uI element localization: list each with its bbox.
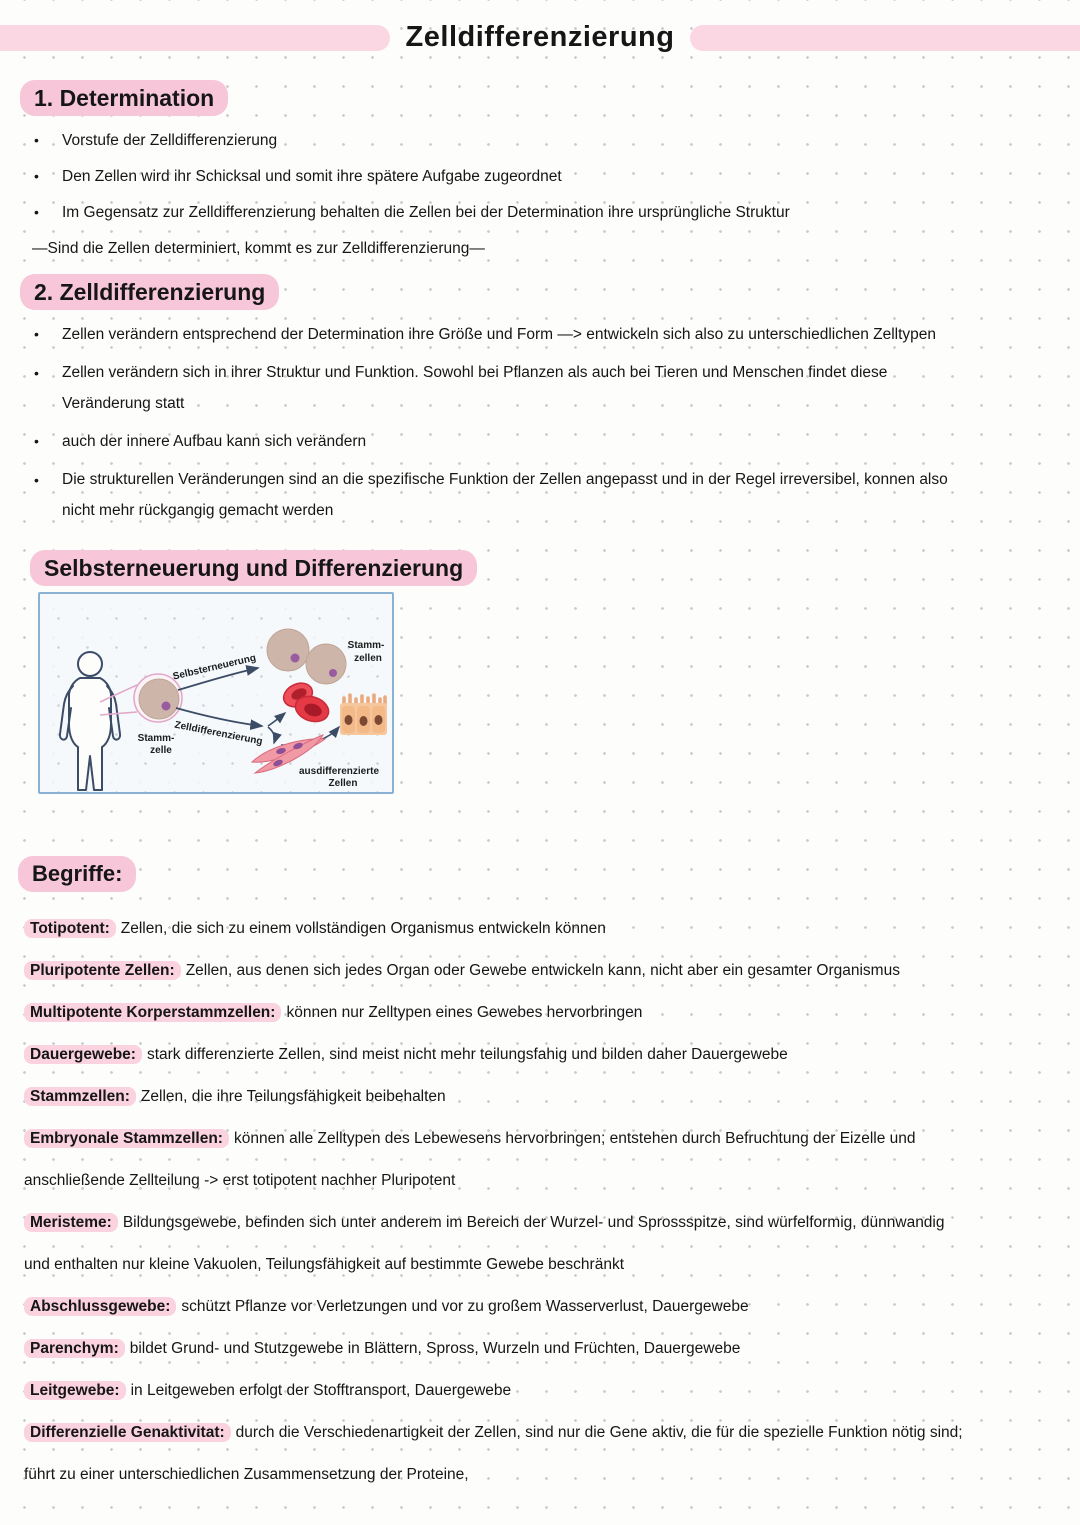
definition-row — [24, 950, 1080, 992]
bullet-item — [0, 464, 1080, 526]
bullet-marker: • — [34, 132, 39, 148]
definition-term: Leitgewebe: — [24, 1381, 126, 1400]
stem-cell-diagram-svg — [40, 594, 392, 792]
bullet-text: Vorstufe der Zelldifferenzierung — [62, 132, 278, 149]
epithelial-cells — [340, 695, 387, 735]
definition-text: in Leitgeweben erfolgt der Stofftransport, Dauergewebe — [130, 1382, 512, 1399]
definition-row — [24, 1076, 1080, 1118]
definition-term: Differenzielle Genaktivitat: — [24, 1423, 231, 1442]
section-determination-heading-wrap — [20, 80, 1080, 116]
bullet-text: Den Zellen wird ihr Schicksal und somit ihre spätere Aufgabe zugeordnet — [62, 168, 562, 185]
stem-cell-label-line1: Stamm- — [137, 733, 175, 744]
bullet-text: auch der innere Aufbau kann sich verändern — [62, 433, 367, 450]
definition-text: Zellen, aus denen sich jedes Organ oder Gewebe entwickeln kann, nicht aber ein gesamter Organismus — [185, 962, 900, 979]
definition-row — [24, 1412, 1080, 1454]
definition-term: Stammzellen: — [24, 1087, 136, 1106]
differentiation-label: Zelldifferenzierung — [173, 719, 264, 748]
bullet-text-continuation: Veränderung statt — [62, 395, 185, 412]
bullet-text: Die strukturellen Veränderungen sind an die spezifische Funktion der Zellen angepasst und in der Regel irreversibel, konnen also — [62, 471, 948, 488]
definition-continuation — [24, 1244, 1080, 1286]
human-figure — [60, 652, 120, 790]
stem-cells-label-line2: zellen — [354, 653, 382, 664]
section-determination-bullets — [0, 124, 1080, 229]
bullet-text: Im Gegensatz zur Zelldifferenzierung behalten die Zellen bei der Determination ihre ursprüngliche Struktur — [62, 204, 790, 221]
stem-cells-pair — [267, 629, 346, 684]
definition-row — [24, 908, 1080, 950]
definition-text: anschließende Zellteilung -> erst totipotent nachher Pluripotent — [24, 1172, 456, 1189]
definition-term: Embryonale Stammzellen: — [24, 1129, 229, 1148]
bullet-item — [0, 160, 1080, 193]
bullet-text: Zellen verändern entsprechend der Determination ihre Größe und Form —> entwickeln sich also zu unterschiedlichen Zelltypen — [62, 326, 937, 343]
definition-text: und enthalten nur kleine Vakuolen, Teilungsfähigkeit auf bestimmte Gewebe beschränkt — [24, 1256, 624, 1273]
differentiated-cells-label-line1: ausdifferenzierte — [298, 766, 380, 777]
title-decor-bar-right — [690, 25, 1080, 51]
definition-term: Meristeme: — [24, 1213, 118, 1232]
definition-term: Pluripotente Zellen: — [24, 961, 181, 980]
definition-row — [24, 1328, 1080, 1370]
bullet-marker: • — [34, 168, 39, 184]
definition-continuation — [24, 1160, 1080, 1202]
definition-text: Zellen, die ihre Teilungsfähigkeit beibehalten — [140, 1088, 446, 1105]
definitions-list — [24, 908, 1080, 1496]
bullet-marker: • — [34, 204, 39, 220]
determination-note: —Sind die Zellen determiniert, kommt es zur Zelldifferenzierung— — [32, 240, 485, 257]
definition-text: durch die Verschiedenartigkeit der Zellen, sind nur die Gene aktiv, die für die spezielle Funktion nötig sind; — [235, 1424, 963, 1441]
stem-cell-label-line2: zelle — [150, 745, 172, 756]
stem-cell-diagram — [38, 592, 394, 794]
bullet-marker: • — [34, 433, 39, 449]
bullet-item — [0, 357, 1080, 419]
bullet-item — [0, 318, 1080, 351]
section-begriffe-heading: Begriffe: — [18, 856, 136, 892]
definition-text: Zellen, die sich zu einem vollständigen Organismus entwickeln können — [120, 920, 606, 937]
definition-term: Parenchym: — [24, 1339, 125, 1358]
section-zelldifferenzierung-heading: 2. Zelldifferenzierung — [20, 274, 279, 310]
section-zelldifferenzierung-heading-wrap — [20, 274, 1080, 310]
definition-text: Bildungsgewebe, befinden sich unter anderem im Bereich der Wurzel- und Sprossspitze, sind würfelformig, dünnwandig — [122, 1214, 945, 1231]
title-decor-bar-left — [0, 25, 390, 51]
section-begriffe-heading-wrap — [18, 856, 1080, 892]
definition-text: stark differenzierte Zellen, sind meist nicht mehr teilungsfahig und bilden daher Dauergewebe — [146, 1046, 788, 1063]
definition-row — [24, 1370, 1080, 1412]
title-row — [0, 0, 1080, 54]
definition-text: können nur Zelltypen eines Gewebes hervorbringen — [286, 1004, 643, 1021]
page-title: Zelldifferenzierung — [405, 21, 675, 53]
differentiated-cells-label-line2: Zellen — [328, 778, 358, 789]
definition-row — [24, 1118, 1080, 1160]
bullet-text-continuation: nicht mehr rückgangig gemacht werden — [62, 502, 334, 519]
section-diagram-heading: Selbsterneuerung und Differenzierung — [30, 550, 477, 586]
definition-term: Abschlussgewebe: — [24, 1297, 176, 1316]
bullet-item — [0, 196, 1080, 229]
definition-term: Totipotent: — [24, 919, 116, 938]
bullet-marker: • — [34, 472, 39, 488]
definition-row — [24, 1034, 1080, 1076]
section-zelldifferenzierung-bullets — [0, 318, 1080, 526]
definition-text: können alle Zelltypen des Lebewesens hervorbringen; entstehen durch Befruchtung der Eizelle und — [233, 1130, 916, 1147]
bullet-item — [0, 124, 1080, 157]
red-blood-cells — [280, 679, 332, 726]
self-renewal-label: Selbsterneuerung — [171, 652, 258, 683]
bullet-text: Zellen verändern sich in ihrer Struktur und Funktion. Sowohl bei Pflanzen als auch bei Tieren und Menschen findet diese — [62, 364, 888, 381]
definition-term: Dauergewebe: — [24, 1045, 142, 1064]
section-determination-heading: 1. Determination — [20, 80, 228, 116]
definition-text: führt zu einer unterschiedlichen Zusammensetzung der Proteine, — [24, 1466, 469, 1483]
section-diagram-heading-wrap — [30, 550, 1080, 586]
definition-row — [24, 1286, 1080, 1328]
bullet-marker: • — [34, 365, 39, 381]
definition-text: bildet Grund- und Stutzgewebe in Blättern, Spross, Wurzeln und Früchten, Dauergewebe — [129, 1340, 741, 1357]
definition-row — [24, 1202, 1080, 1244]
stem-cells-label-line1: Stamm- — [347, 640, 385, 651]
definition-text: schützt Pflanze vor Verletzungen und vor zu großem Wasserverlust, Dauergewebe — [181, 1298, 749, 1315]
definition-row — [24, 992, 1080, 1034]
definition-term: Multipotente Korperstammzellen: — [24, 1003, 281, 1022]
bullet-item — [0, 425, 1080, 458]
bullet-marker: • — [34, 326, 39, 342]
stem-cell — [139, 679, 179, 719]
definition-continuation — [24, 1454, 1080, 1496]
